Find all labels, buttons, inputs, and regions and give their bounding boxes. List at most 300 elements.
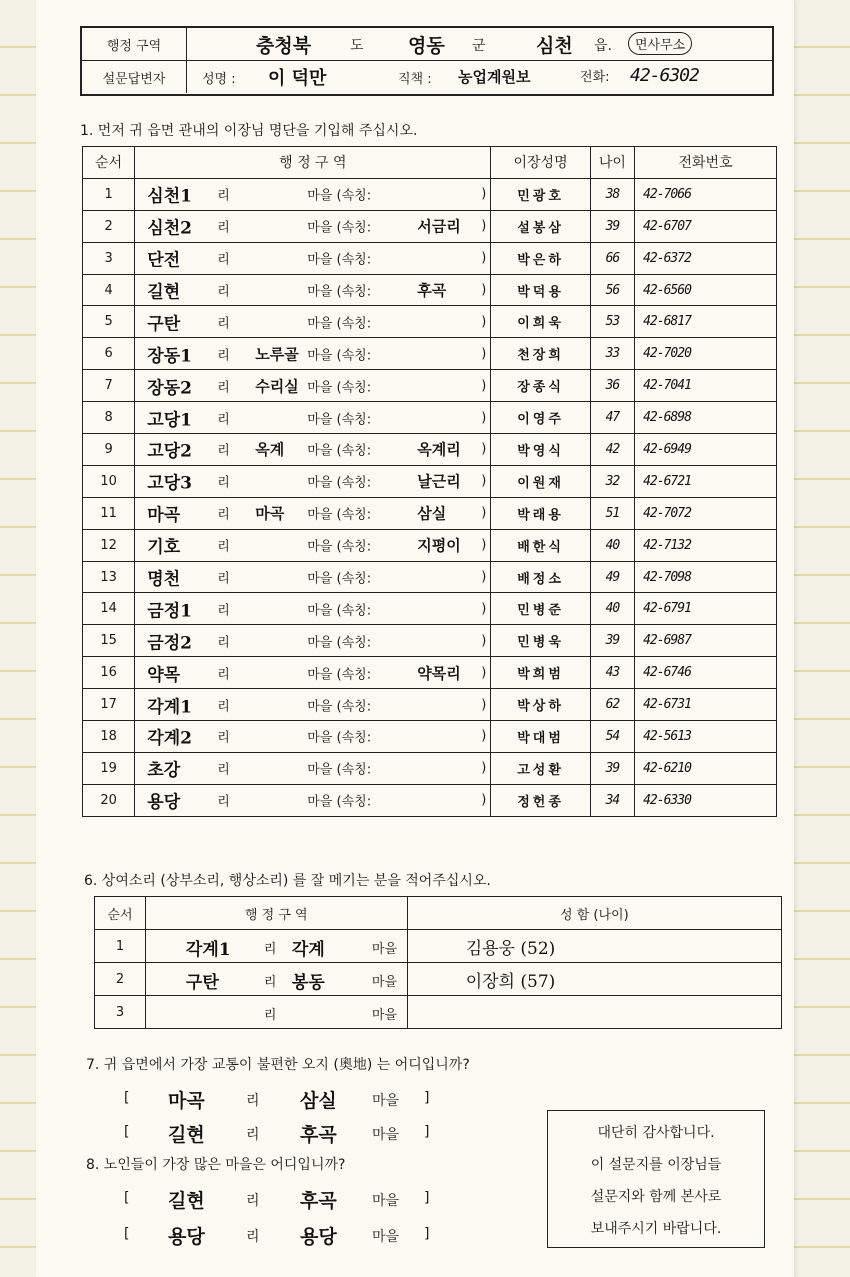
thanks-line-3: 설문지와 함께 본사로 — [590, 1189, 722, 1205]
col-header-name: 이장성명 — [491, 147, 590, 179]
ri-name: 기호 — [147, 537, 181, 558]
head-name: 박은하 — [491, 242, 590, 274]
area-cell — [135, 626, 490, 656]
ri-label: 리 — [217, 762, 230, 778]
area-cell — [135, 466, 490, 496]
bracket-open: [ — [124, 1190, 130, 1206]
answer-village: 후곡 — [300, 1190, 337, 1212]
ri-label: 리 — [217, 380, 230, 396]
village-name: 노루골 — [255, 345, 299, 364]
maeul-label: 마을 (속칭: — [307, 730, 372, 746]
table-row — [83, 497, 777, 529]
alias-name: 서금리 — [417, 217, 461, 236]
table-row — [83, 402, 777, 434]
head-name: 배정소 — [491, 561, 590, 593]
village-name: 옥계 — [255, 440, 285, 459]
alias-name: 약목리 — [417, 664, 461, 683]
head-phone: 42-6372 — [635, 242, 777, 274]
head-age: 34 — [590, 784, 634, 816]
head-name: 박상하 — [491, 689, 590, 721]
thanks-line-1: 대단히 감사합니다. — [597, 1125, 715, 1141]
ri-label: 리 — [217, 475, 230, 491]
ri-name: 금정1 — [147, 601, 192, 622]
table-row — [83, 338, 777, 370]
paren-close: ) — [481, 218, 487, 234]
row-area — [145, 996, 407, 1029]
bracket-open: [ — [124, 1090, 130, 1106]
answer-line — [124, 1226, 430, 1248]
maeul-label: 마을 (속칭: — [307, 188, 372, 204]
table-row — [83, 242, 777, 274]
head-name: 배한식 — [491, 529, 590, 561]
head-age: 49 — [590, 561, 634, 593]
row-no: 14 — [83, 593, 135, 625]
paren-close: ) — [481, 760, 487, 776]
maeul-label: 마을 (속칭: — [307, 635, 372, 651]
ri-label: 리 — [217, 188, 230, 204]
table-header-row — [83, 147, 777, 179]
maeul-label: 마을 — [372, 1193, 400, 1209]
ri-name: 용당 — [147, 792, 181, 813]
area-cell — [135, 179, 490, 209]
head-age: 51 — [590, 497, 634, 529]
town-value: 심천 — [536, 35, 573, 57]
col-header-singer: 성 함 (나이) — [407, 897, 781, 930]
ri-label: 리 — [217, 284, 230, 300]
ri-label: 리 — [263, 1008, 277, 1023]
bracket-close: ] — [424, 1124, 430, 1140]
area-cell — [135, 211, 490, 241]
row-no: 15 — [83, 625, 135, 657]
row-no: 3 — [83, 242, 135, 274]
row-area — [135, 497, 491, 529]
head-age: 47 — [590, 402, 634, 434]
head-name: 이희욱 — [491, 306, 590, 338]
row-no: 11 — [83, 497, 135, 529]
paren-close: ) — [481, 537, 487, 553]
bracket-open: [ — [124, 1226, 130, 1242]
ri-label: 리 — [246, 1193, 260, 1209]
maeul-label: 마을 — [371, 975, 398, 990]
ri-label: 리 — [217, 412, 230, 428]
row-no: 19 — [83, 752, 135, 784]
thanks-box — [547, 1110, 765, 1248]
head-age: 39 — [590, 752, 634, 784]
row-area — [135, 306, 491, 338]
head-name: 박희범 — [491, 657, 590, 689]
thanks-line-4: 보내주시기 바랍니다. — [590, 1221, 722, 1237]
singer-name: 김용웅 (52) — [407, 930, 781, 963]
singer-name — [407, 996, 781, 1029]
answer-ri: 마곡 — [168, 1090, 205, 1112]
head-name: 박대범 — [491, 721, 590, 753]
row-no: 18 — [83, 721, 135, 753]
head-name: 박영식 — [491, 434, 590, 466]
row-area — [135, 657, 491, 689]
ri-label: 리 — [217, 667, 230, 683]
head-age: 40 — [590, 529, 634, 561]
ri-name: 구탄 — [185, 973, 219, 993]
row-area — [135, 465, 491, 497]
respondent-label: 설문답변자 — [82, 61, 187, 93]
row-area — [135, 402, 491, 434]
head-age: 43 — [590, 657, 634, 689]
answer-ri: 길현 — [168, 1124, 205, 1146]
paren-close: ) — [481, 410, 487, 426]
area-cell — [146, 930, 407, 962]
col-header-area: 행 정 구 역 — [135, 147, 491, 179]
area-cell — [135, 498, 490, 528]
table-row — [83, 561, 777, 593]
area-cell — [135, 785, 490, 815]
province-suffix: 도 — [350, 38, 364, 54]
table-row — [95, 996, 782, 1029]
maeul-label: 마을 — [372, 1229, 400, 1245]
col-header-area: 행 정 구 역 — [145, 897, 407, 930]
table-row — [83, 306, 777, 338]
table-row — [83, 465, 777, 497]
ri-name: 명천 — [147, 569, 181, 590]
table-row — [95, 930, 782, 963]
paren-close: ) — [481, 505, 487, 521]
head-phone: 42-6746 — [635, 657, 777, 689]
head-phone: 42-6898 — [635, 402, 777, 434]
answer-village: 삼실 — [300, 1090, 337, 1112]
ri-label: 리 — [217, 730, 230, 746]
area-cell — [135, 307, 490, 337]
area-cell — [135, 721, 490, 751]
head-age: 36 — [590, 370, 634, 402]
row-no: 7 — [83, 370, 135, 402]
head-age: 62 — [590, 689, 634, 721]
answer-line — [124, 1190, 430, 1212]
head-age: 56 — [590, 274, 634, 306]
paren-close: ) — [481, 601, 487, 617]
head-phone: 42-7132 — [635, 529, 777, 561]
table-row — [83, 274, 777, 306]
maeul-label: 마을 (속칭: — [307, 539, 372, 555]
ri-name: 고당3 — [147, 473, 192, 494]
maeul-label: 마을 (속칭: — [307, 316, 372, 332]
head-phone: 42-6987 — [635, 625, 777, 657]
ri-label: 리 — [246, 1127, 260, 1143]
maeul-label: 마을 — [371, 942, 398, 957]
alias-name: 옥계리 — [417, 440, 461, 459]
head-age: 53 — [590, 306, 634, 338]
row-area — [135, 178, 491, 210]
bracket-close: ] — [424, 1190, 430, 1206]
ri-name: 단전 — [147, 250, 181, 271]
area-cell — [135, 403, 490, 433]
ri-name: 심천1 — [147, 186, 192, 207]
maeul-label: 마을 (속칭: — [307, 571, 372, 587]
funeral-singer-table — [94, 896, 782, 1029]
row-no: 13 — [83, 561, 135, 593]
ri-name: 고당2 — [147, 441, 192, 462]
row-no: 10 — [83, 465, 135, 497]
table-row — [83, 178, 777, 210]
name-label: 성명 : — [202, 72, 236, 87]
ri-label: 리 — [217, 507, 230, 523]
head-name: 정헌종 — [491, 784, 590, 816]
area-cell — [146, 963, 407, 995]
province-value: 충청북 — [256, 35, 312, 57]
row-area — [145, 930, 407, 963]
row-no: 1 — [83, 178, 135, 210]
maeul-label: 마을 (속칭: — [307, 762, 372, 778]
ri-name: 마곡 — [147, 505, 181, 526]
maeul-label: 마을 — [372, 1093, 400, 1109]
ri-name: 길현 — [147, 282, 181, 303]
row-area — [135, 561, 491, 593]
head-phone: 42-6791 — [635, 593, 777, 625]
row-no: 4 — [83, 274, 135, 306]
head-name: 이원재 — [491, 465, 590, 497]
maeul-label: 마을 (속칭: — [307, 348, 372, 364]
ri-name: 각계1 — [185, 940, 231, 960]
head-phone: 42-6210 — [635, 752, 777, 784]
row-no: 1 — [95, 930, 146, 963]
table-row — [83, 625, 777, 657]
ri-label: 리 — [263, 975, 277, 990]
row-no: 20 — [83, 784, 135, 816]
area-cell — [135, 243, 490, 273]
head-age: 39 — [590, 625, 634, 657]
row-no: 3 — [95, 996, 146, 1029]
head-phone: 42-7020 — [635, 338, 777, 370]
head-age: 32 — [590, 465, 634, 497]
village-name: 봉동 — [291, 973, 325, 993]
row-area — [135, 434, 491, 466]
left-margin — [0, 0, 36, 1277]
row-area — [135, 689, 491, 721]
area-cell — [146, 996, 407, 1028]
ri-label: 리 — [217, 794, 230, 810]
head-phone: 42-7072 — [635, 497, 777, 529]
ri-name: 초강 — [147, 760, 181, 781]
ri-label: 리 — [263, 942, 277, 957]
paren-close: ) — [481, 665, 487, 681]
region-label: 행정 구역 — [82, 28, 187, 60]
head-age: 42 — [590, 434, 634, 466]
ri-label: 리 — [217, 443, 230, 459]
alias-name: 날근리 — [417, 472, 461, 491]
head-phone: 42-6560 — [635, 274, 777, 306]
ri-label: 리 — [246, 1093, 260, 1109]
village-head-table — [82, 146, 777, 817]
ri-label: 리 — [217, 348, 230, 364]
table-row — [83, 434, 777, 466]
title-label: 직책 : — [398, 72, 432, 87]
maeul-label: 마을 (속칭: — [307, 507, 372, 523]
ri-name: 고당1 — [147, 410, 192, 431]
head-age: 33 — [590, 338, 634, 370]
head-age: 66 — [590, 242, 634, 274]
head-name: 장종식 — [491, 370, 590, 402]
region-row — [82, 28, 772, 61]
row-area — [135, 274, 491, 306]
paren-close: ) — [481, 473, 487, 489]
col-header-no: 순서 — [83, 147, 135, 179]
ri-name: 구탄 — [147, 314, 181, 335]
area-cell — [135, 275, 490, 305]
ri-name: 각계2 — [147, 728, 192, 749]
respondent-phone: 42-6302 — [630, 65, 699, 86]
maeul-label: 마을 (속칭: — [307, 603, 372, 619]
question-1-text: 1. 먼저 귀 읍면 관내의 이장님 명단을 기입해 주십시오. — [80, 123, 418, 139]
answer-line — [124, 1124, 430, 1146]
head-name: 이영주 — [491, 402, 590, 434]
paren-close: ) — [481, 186, 487, 202]
maeul-label: 마을 (속칭: — [307, 699, 372, 715]
paren-close: ) — [481, 569, 487, 585]
table-row — [83, 593, 777, 625]
county-suffix: 군 — [472, 38, 486, 54]
ri-name: 심천2 — [147, 218, 192, 239]
row-no: 9 — [83, 434, 135, 466]
village-name: 마곡 — [255, 504, 285, 523]
row-area — [135, 593, 491, 625]
head-age: 54 — [590, 721, 634, 753]
paren-close: ) — [481, 633, 487, 649]
paren-close: ) — [481, 441, 487, 457]
head-phone: 42-7098 — [635, 561, 777, 593]
head-phone: 42-5613 — [635, 721, 777, 753]
ri-label: 리 — [217, 220, 230, 236]
row-area — [135, 529, 491, 561]
alias-name: 삼실 — [417, 504, 447, 523]
answer-village: 용당 — [300, 1226, 337, 1248]
table-row — [95, 963, 782, 996]
head-age: 39 — [590, 210, 634, 242]
head-phone: 42-6330 — [635, 784, 777, 816]
question-6-text: 6. 상여소리 (상부소리, 행상소리) 를 잘 메기는 분을 적어주십시오. — [84, 873, 491, 889]
row-no: 2 — [83, 210, 135, 242]
answer-line — [124, 1090, 430, 1112]
head-name: 고성환 — [491, 752, 590, 784]
row-area — [135, 752, 491, 784]
ri-name: 장동2 — [147, 378, 192, 399]
table-row — [83, 210, 777, 242]
ri-name: 약목 — [147, 665, 181, 686]
singer-name: 이장희 (57) — [407, 963, 781, 996]
area-cell — [135, 434, 490, 464]
question-8-text: 8. 노인들이 가장 많은 마을은 어디입니까? — [86, 1157, 346, 1173]
area-cell — [135, 658, 490, 688]
col-header-phone: 전화번호 — [635, 147, 777, 179]
maeul-label: 마을 — [372, 1127, 400, 1143]
ri-name: 금정2 — [147, 633, 192, 654]
table-header-row — [95, 897, 782, 930]
area-cell — [135, 530, 490, 560]
head-phone: 42-6731 — [635, 689, 777, 721]
head-phone: 42-7041 — [635, 370, 777, 402]
phone-label: 전화: — [580, 70, 610, 85]
respondent-header — [80, 26, 774, 96]
area-cell — [135, 562, 490, 592]
maeul-label: 마을 (속칭: — [307, 412, 372, 428]
maeul-label: 마을 (속칭: — [307, 443, 372, 459]
ri-label: 리 — [217, 603, 230, 619]
table-row — [83, 689, 777, 721]
head-phone: 42-6817 — [635, 306, 777, 338]
head-phone: 42-6721 — [635, 465, 777, 497]
maeul-label: 마을 (속칭: — [307, 667, 372, 683]
ri-label: 리 — [217, 252, 230, 268]
town-office-circled: 면사무소 — [628, 32, 692, 55]
head-name: 천장희 — [491, 338, 590, 370]
county-value: 영동 — [408, 35, 445, 57]
paren-close: ) — [481, 282, 487, 298]
col-header-age: 나이 — [590, 147, 634, 179]
row-area — [135, 625, 491, 657]
maeul-label: 마을 (속칭: — [307, 220, 372, 236]
ri-label: 리 — [246, 1229, 260, 1245]
ri-label: 리 — [217, 316, 230, 332]
village-name: 수리실 — [255, 377, 299, 396]
answer-ri: 용당 — [168, 1226, 205, 1248]
paren-close: ) — [481, 792, 487, 808]
maeul-label: 마을 — [371, 1008, 398, 1023]
area-cell — [135, 690, 490, 720]
table-row — [83, 752, 777, 784]
maeul-label: 마을 (속칭: — [307, 794, 372, 810]
respondent-row — [82, 61, 772, 93]
row-no: 8 — [83, 402, 135, 434]
head-phone: 42-7066 — [635, 178, 777, 210]
village-name: 각계 — [291, 940, 325, 960]
head-phone: 42-6707 — [635, 210, 777, 242]
table-row — [83, 529, 777, 561]
row-area — [135, 210, 491, 242]
paren-close: ) — [481, 314, 487, 330]
ri-label: 리 — [217, 699, 230, 715]
ri-name: 각계1 — [147, 697, 192, 718]
respondent-title: 농업계원보 — [458, 68, 531, 86]
row-no: 16 — [83, 657, 135, 689]
head-name: 설봉삼 — [491, 210, 590, 242]
row-area — [145, 963, 407, 996]
ri-label: 리 — [217, 635, 230, 651]
row-no: 12 — [83, 529, 135, 561]
col-header-no: 순서 — [95, 897, 146, 930]
row-area — [135, 338, 491, 370]
maeul-label: 마을 (속칭: — [307, 284, 372, 300]
paren-close: ) — [481, 697, 487, 713]
thanks-line-2: 이 설문지를 이장님들 — [590, 1157, 722, 1173]
head-age: 40 — [590, 593, 634, 625]
table-row — [83, 721, 777, 753]
ri-label: 리 — [217, 539, 230, 555]
table-row — [83, 657, 777, 689]
right-margin — [794, 0, 850, 1277]
head-phone: 42-6949 — [635, 434, 777, 466]
maeul-label: 마을 (속칭: — [307, 475, 372, 491]
head-name: 민병준 — [491, 593, 590, 625]
head-age: 38 — [590, 178, 634, 210]
alias-name: 후곡 — [417, 281, 447, 300]
paren-close: ) — [481, 250, 487, 266]
row-no: 2 — [95, 963, 146, 996]
ri-name: 장동1 — [147, 346, 192, 367]
bracket-open: [ — [124, 1124, 130, 1140]
head-name: 민병욱 — [491, 625, 590, 657]
alias-name: 지평이 — [417, 536, 461, 555]
answer-ri: 길현 — [168, 1190, 205, 1212]
maeul-label: 마을 (속칭: — [307, 380, 372, 396]
table-row — [83, 370, 777, 402]
town-suffix: 읍. — [594, 38, 612, 54]
